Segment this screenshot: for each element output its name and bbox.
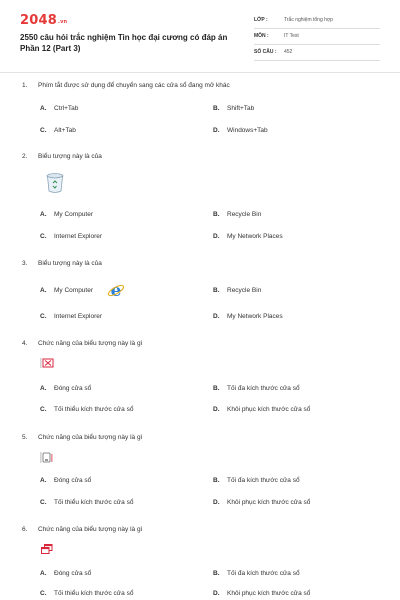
option-d[interactable]: D. Khôi phục kích thước cửa sổ (213, 590, 311, 597)
option-a[interactable]: A. My Computer (40, 287, 94, 294)
question-text: 1. Phím tắt được sử dụng để chuyển sang các cửa sổ đang mở khác (22, 82, 230, 89)
option-c[interactable]: C. Tối thiểu kích thước cửa sổ (40, 406, 134, 413)
option-d[interactable]: D. Khôi phục kích thước cửa sổ (213, 499, 311, 506)
recycle-bin-icon (45, 172, 65, 194)
option-b[interactable]: B. Tối đa kích thước cửa sổ (213, 570, 300, 577)
option-b[interactable]: B. Recycle Bin (213, 287, 262, 294)
option-a[interactable]: A. Đóng cửa sổ (40, 385, 92, 392)
meta-value: 452 (284, 49, 293, 55)
question-text: 2. Biểu tượng này là của (22, 153, 102, 160)
meta-value: IT Test (284, 33, 299, 39)
question-text: 5. Chức năng của biểu tượng này là gì (22, 434, 143, 441)
meta-row-subject (254, 29, 380, 45)
option-a[interactable]: A. My Computer (40, 211, 94, 218)
option-d[interactable]: D. Khôi phục kích thước cửa sổ (213, 406, 311, 413)
option-b[interactable]: B. Shift+Tab (213, 105, 255, 112)
option-c[interactable]: C. Tối thiểu kích thước cửa sổ (40, 590, 134, 597)
header-divider (0, 72, 400, 73)
option-b[interactable]: B. Tối đa kích thước cửa sổ (213, 477, 300, 484)
page-title: 2550 câu hỏi trắc nghiệm Tin học đại cương có đáp án Phần 12 (Part 3) (20, 33, 228, 53)
question-text: 3. Biểu tượng này là của (22, 260, 102, 267)
svg-text:e: e (110, 281, 122, 299)
option-c[interactable]: C. Internet Explorer (40, 313, 103, 320)
minimize-window-icon (40, 452, 54, 464)
meta-key: LỚP : (254, 17, 268, 23)
quiz-meta (254, 13, 380, 61)
option-a[interactable]: A. Đóng cửa sổ (40, 477, 92, 484)
page-header (0, 0, 400, 70)
option-c[interactable]: C. Alt+Tab (40, 127, 76, 134)
option-d[interactable]: D. My Network Places (213, 313, 283, 320)
close-window-icon (40, 358, 54, 368)
restore-window-icon (41, 544, 53, 555)
meta-key: MÔN : (254, 33, 269, 39)
option-c[interactable]: C. Tối thiểu kích thước cửa sổ (40, 499, 134, 506)
option-a[interactable]: A. Ctrl+Tab (40, 105, 79, 112)
internet-explorer-icon (107, 281, 125, 299)
option-c[interactable]: C. Internet Explorer (40, 233, 103, 240)
meta-key: SỐ CÂU : (254, 49, 277, 55)
option-b[interactable]: B. Recycle Bin (213, 211, 262, 218)
option-d[interactable]: D. My Network Places (213, 233, 283, 240)
option-b[interactable]: B. Tối đa kích thước cửa sổ (213, 385, 300, 392)
question-text: 6. Chức năng của biểu tượng này là gì (22, 526, 143, 533)
question-text: 4. Chức năng của biểu tượng này là gì (22, 340, 143, 347)
site-logo[interactable]: 2048.vn (20, 13, 68, 28)
meta-value: Trắc nghiệm tổng hợp (284, 17, 333, 23)
option-a[interactable]: A. Đóng cửa sổ (40, 570, 92, 577)
meta-row-count (254, 45, 380, 61)
option-d[interactable]: D. Windows+Tab (213, 127, 268, 134)
meta-row-class (254, 13, 380, 29)
